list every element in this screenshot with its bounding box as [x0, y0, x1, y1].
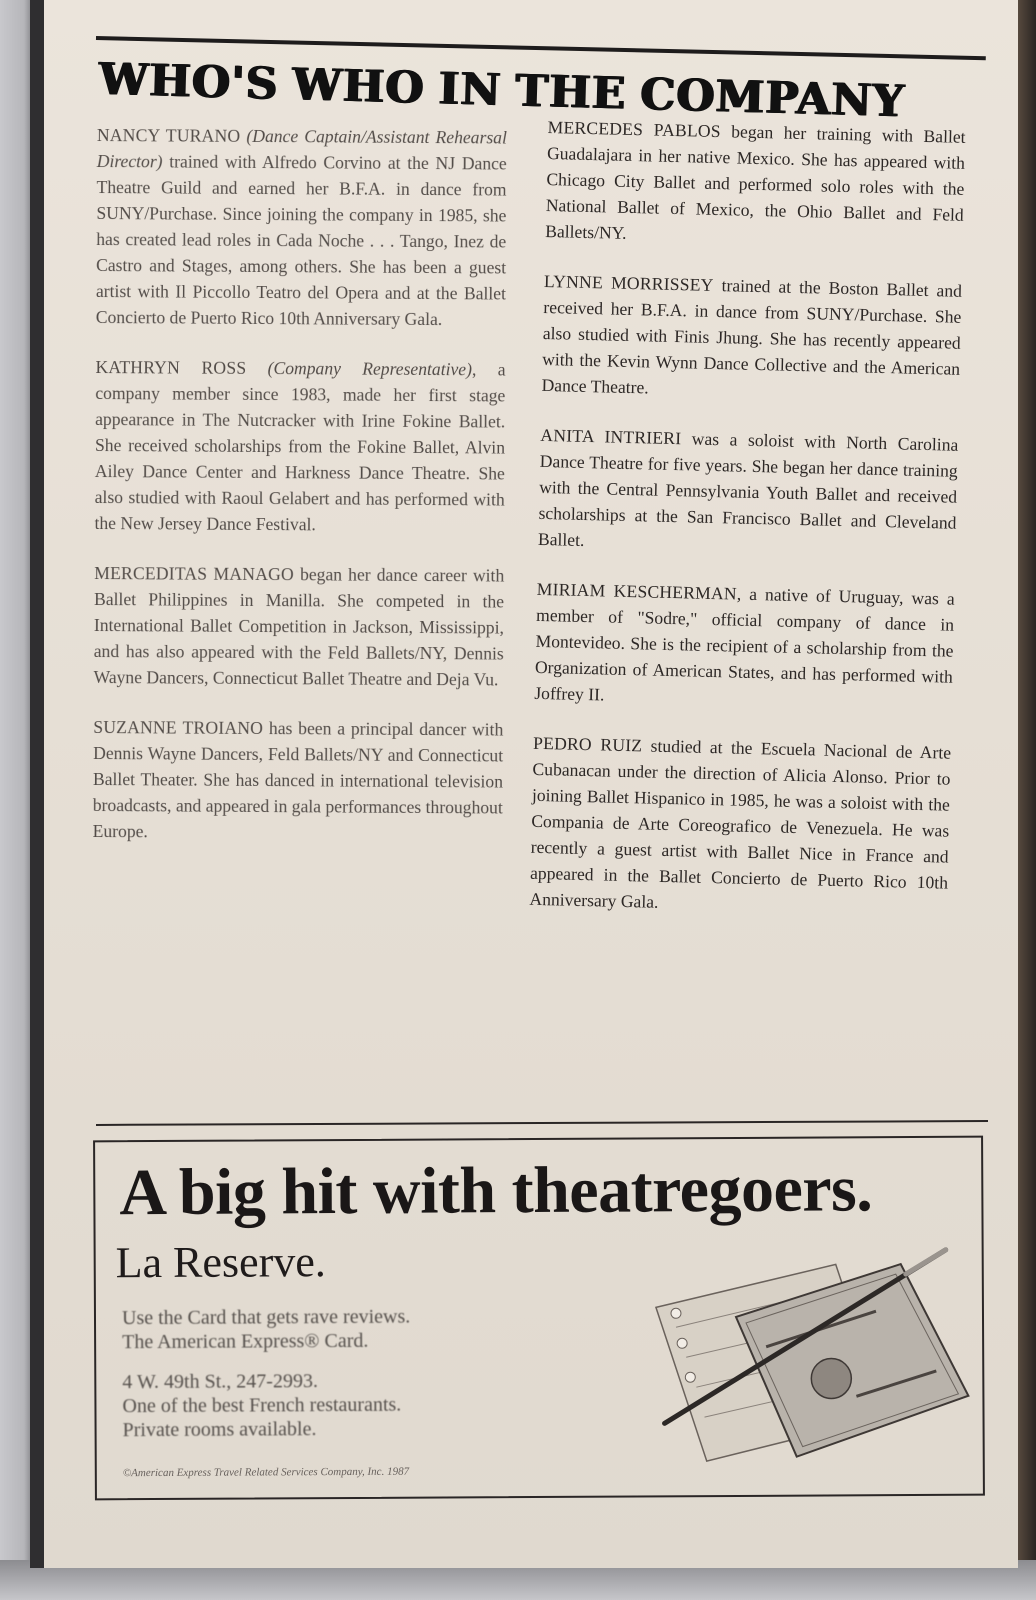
bio-text: trained at the Boston Ballet and received her B.F.A. in dance from SUNY/Purchase. She also studied with Finis Jhung. She has recently appeared with the Kevin Wynn Dance Collective and the American Dance Theatre.	[541, 275, 963, 398]
header-rule	[96, 36, 986, 60]
bio-merceditas-manago	[94, 560, 505, 693]
bio-text: began her dance career with Ballet Philippines in Manilla. She competed in the International Ballet Competition in Jackson, Mississippi, and has also appeared with the Feld Ballets/NY, Dennis Wayne Dancers, Connecticut Ballet Theatre and Deja Vu.	[93, 564, 505, 690]
bio-name: LYNNE MORRISSEY	[543, 270, 714, 295]
page-title	[98, 56, 979, 129]
bio-name: MIRIAM KESCHERMAN	[536, 578, 738, 604]
bio-anita-intrieri	[538, 422, 959, 562]
bio-mercedes-pablos	[545, 114, 966, 254]
bio-name: NANCY TURANO	[96, 124, 241, 146]
bio-suzanne-troiano	[93, 714, 504, 847]
ad-details	[122, 1369, 401, 1442]
bio-text: studied at the Escuela Nacional de Arte Cubanacan under the direction of Alicia Alonso. Prior to joining Ballet Hispanico in 1985, he was a soloist with the Compania de Arte Coreografico de Venezuela. He was recently a guest artist with Ballet Nice in France and appeared in the Ballet Concierto de Puerto Rico 10th Anniversary Gala.	[529, 735, 952, 912]
ad-headline: A big hit with theatregoers.	[119, 1152, 873, 1230]
bio-kathryn-ross	[94, 354, 505, 539]
bio-text: , a native of Uruguay, was a member of "Sodre," official company of dance in Montevideo. She is the recipient of a scholarship from the Organization of American States, and has performed with Joffrey II.	[534, 583, 955, 705]
ad-tagline	[122, 1305, 410, 1355]
bio-text: has been a principal dancer with Dennis Wayne Dancers, Feld Ballets/NY and Connecticut Ballet Theater. She has danced in international television broadcasts, and appeared in gala performances throughout Europe.	[92, 718, 504, 842]
bio-pedro-ruiz	[529, 730, 951, 922]
bio-name: MERCEDES PABLOS	[547, 116, 722, 142]
ad-restaurant-name: La Reserve.	[115, 1237, 326, 1288]
bio-text: began her training with Ballet Guadalajara in her native Mexico. She has appeared with Chicago City Ballet and performed solo roles with the National Ballet of Mexico, the Ohio Ballet and Feld Ballets/NY.	[545, 121, 966, 243]
ad-tagline-line: The American Express® Card.	[122, 1329, 369, 1354]
title-word: WHO'S	[98, 54, 280, 111]
bio-name: ANITA INTRIERI	[540, 424, 682, 449]
ad-copyright: ©American Express Travel Related Services Company, Inc. 1987	[122, 1465, 410, 1480]
ad-tagline-line: Use the Card that gets rave reviews.	[121, 1305, 411, 1330]
title-word: COMPANY	[639, 69, 906, 128]
title-word: THE	[514, 65, 628, 120]
credit-card-illustration	[646, 1246, 977, 1478]
bio-name: SUZANNE TROIANO	[93, 716, 264, 739]
title-word: WHO	[291, 59, 426, 115]
bio-text: trained with Alfredo Corvino at the NJ Dance Theatre Guild and earned her B.F.A. in dance from SUNY/Purchase. Since joining the company in 1985, she has created lead roles in Cada Noche . . . Tango, Inez de Castro and Stages, among others. She has been a guest artist with Il Piccollo Teatro del Opera and at the Ballet Concierto de Puerto Rico 10th Anniversary Gala.	[95, 151, 507, 330]
bio-nancy-turano	[96, 122, 507, 333]
ad-detail-line: One of the best French restaurants.	[122, 1393, 402, 1418]
bio-name: PEDRO RUIZ	[532, 732, 643, 756]
left-column	[92, 122, 507, 870]
bio-role: (Dance Captain/Assistant Rehearsal Director)	[96, 125, 507, 172]
advertisement	[93, 1136, 985, 1501]
ad-divider	[96, 1120, 988, 1126]
bio-role: (Company Representative)	[267, 358, 473, 380]
bio-miriam-kescherman	[534, 576, 955, 716]
right-column	[529, 114, 966, 946]
title-word: IN	[438, 63, 503, 117]
bio-lynne-morrissey	[541, 268, 962, 408]
ad-address: 4 W. 49th St., 247-2993.	[122, 1370, 318, 1394]
bio-text: , a company member since 1983, made her first stage appearance in The Nutcracker with Irine Fokine Ballet. She received scholarships from the Fokine Ballet, Alvin Ailey Dance Center and Harkness Dance Theatre. She also studied with Raoul Gelabert and has performed with the New Jersey Dance Festival.	[94, 359, 506, 535]
ad-detail-line: Private rooms available.	[122, 1418, 317, 1442]
program-page	[30, 0, 1018, 1568]
bio-name: KATHRYN ROSS	[95, 356, 247, 378]
bio-name: MERCEDITAS MANAGO	[94, 562, 294, 585]
bio-text: was a soloist with North Carolina Dance Theatre for five years. She began her dance training with the Central Pennsylvania Youth Ballet and received scholarships at the San Francisco Ballet and Cleveland Ballet.	[537, 428, 959, 550]
